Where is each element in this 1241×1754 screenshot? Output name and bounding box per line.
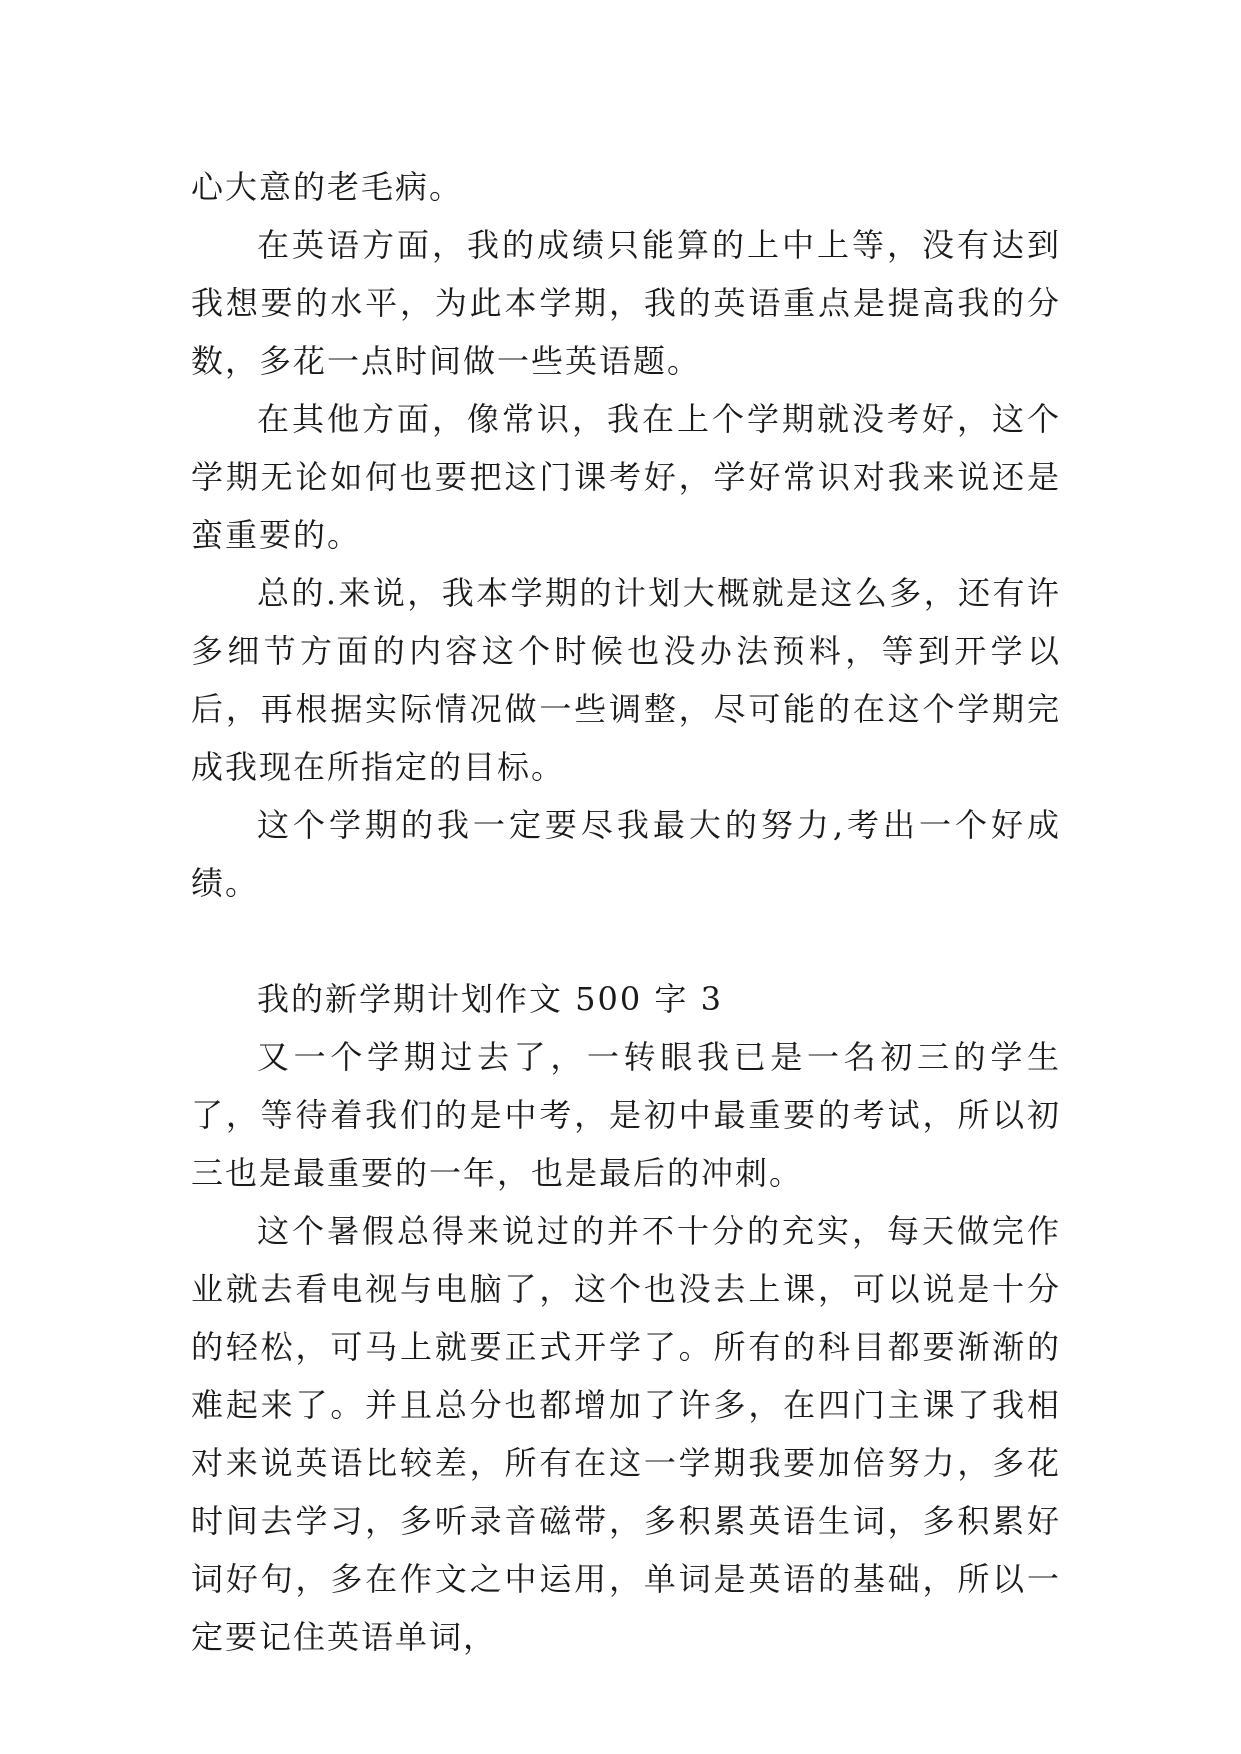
section-paragraph-intro: 又一个学期过去了，一转眼我已是一名初三的学生了，等待着我们的是中考，是初中最重要的考试，所以初三也是最重要的一年，也是最后的冲刺。 xyxy=(191,1038,1061,1192)
paragraph-continuation: 心大意的老毛病。 xyxy=(191,168,464,206)
paragraph-conclusion: 这个学期的我一定要尽我最大的努力,考出一个好成绩。 xyxy=(191,806,1061,902)
section-paragraph-summer: 这个暑假总得来说过的并不十分的充实，每天做完作业就去看电视与电脑了，这个也没去上课，可以说是十分的轻松，可马上就要正式开学了。所有的科目都要渐渐的难起来了。并且总分也都增加了许多，在四门主课了我相对来说英语比较差，所有在这一学期我要加倍努力，多花时间去学习，多听录音磁带，多积累英语生词，多积累好词好句，多在作文之中运用，单词是英语的基础，所以一定要记住英语单词， xyxy=(191,1212,1061,1656)
paragraph-english: 在英语方面，我的成绩只能算的上中上等，没有达到我想要的水平，为此本学期，我的英语重点是提高我的分数，多花一点时间做一些英语题。 xyxy=(191,226,1061,380)
paragraph-summary: 总的.来说，我本学期的计划大概就是这么多，还有许多细节方面的内容这个时候也没办法预料，等到开学以后，再根据实际情况做一些调整，尽可能的在这个学期完成我现在所指定的目标。 xyxy=(191,574,1061,786)
document-body xyxy=(191,158,1061,1666)
section-title: 我的新学期计划作文 500 字 3 xyxy=(257,980,723,1018)
paragraph-other-subjects: 在其他方面，像常识，我在上个学期就没考好，这个学期无论如何也要把这门课考好，学好常识对我来说还是蛮重要的。 xyxy=(191,400,1061,554)
